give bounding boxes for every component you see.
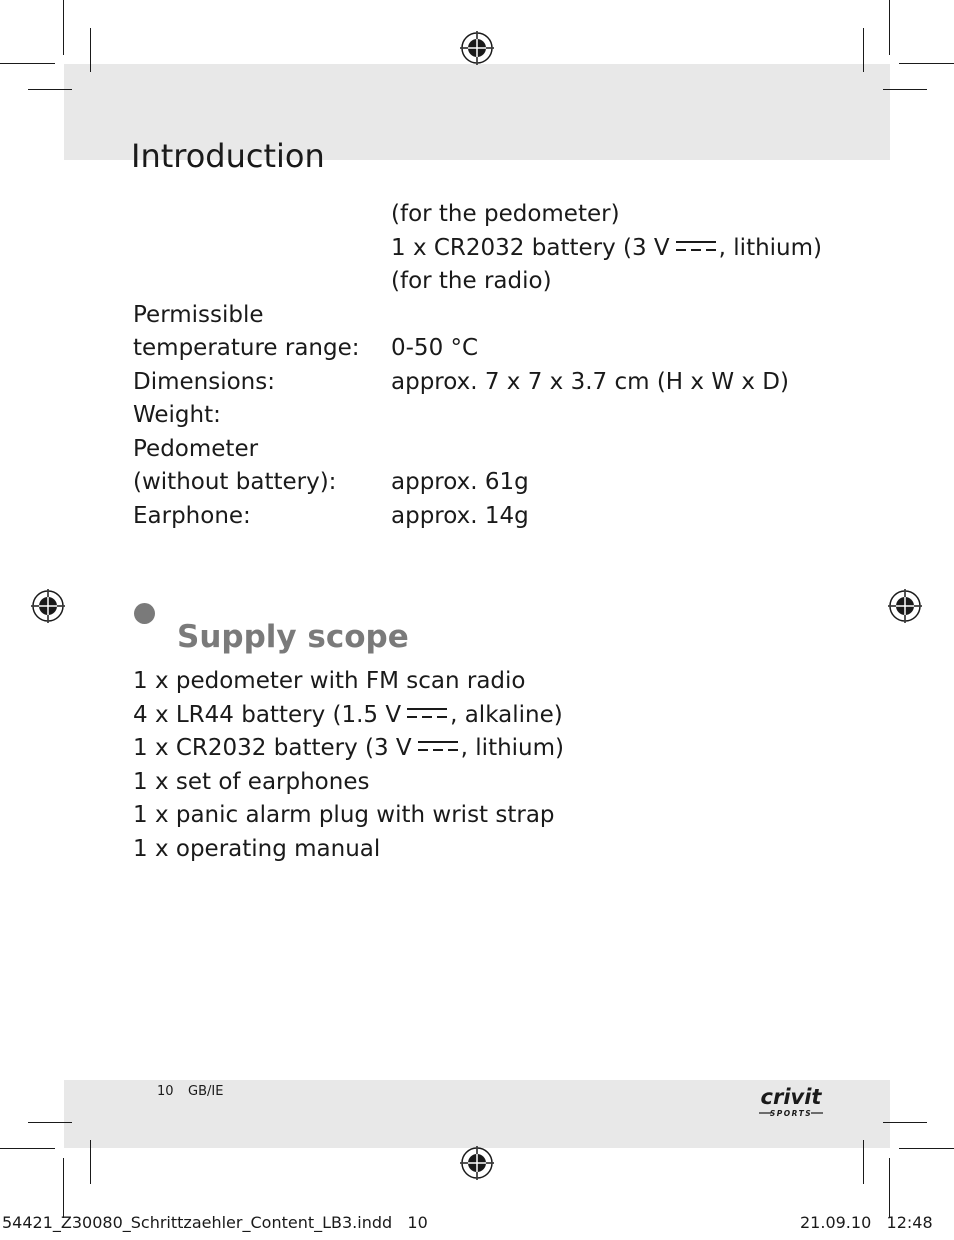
crop-mark [0, 1148, 55, 1149]
dc-current-icon [407, 708, 447, 720]
dc-current-icon [676, 241, 716, 253]
section-heading: Supply scope [177, 618, 409, 655]
page-title: Introduction [131, 137, 325, 176]
crivit-logo-icon [756, 1082, 826, 1120]
spec-label: Pedometer [133, 435, 259, 462]
crop-mark [28, 1122, 72, 1123]
brand-subtitle: SPORTS [769, 1109, 813, 1118]
registration-mark-icon [460, 1146, 494, 1180]
crop-mark [90, 1140, 91, 1184]
spec-value-suffix: , lithium) [718, 234, 823, 261]
crop-mark [863, 28, 864, 72]
list-item: 1 x set of earphones [133, 768, 370, 795]
region-code: GB/IE [188, 1084, 224, 1099]
slug-filename: 54421_Z30080_Schrittzaehler_Content_LB3.indd 10 [2, 1213, 428, 1232]
brand-name: crivit [760, 1085, 822, 1109]
registration-mark-icon [460, 31, 494, 65]
list-item-prefix: 1 x CR2032 battery (3 V [133, 735, 412, 761]
crop-mark [63, 1158, 64, 1218]
crop-mark [883, 89, 927, 90]
spec-label: (without battery): [133, 469, 337, 495]
spec-value: approx. 7 x 7 x 3.7 cm (H x W x D) [391, 368, 789, 395]
crop-mark [883, 1122, 927, 1123]
spec-value: approx. 14g [391, 502, 529, 529]
list-item [133, 699, 564, 733]
list-item: 1 x panic alarm plug with wrist strap [133, 802, 555, 828]
dc-current-icon [418, 741, 458, 753]
section-bullet-icon [134, 603, 155, 624]
list-item-prefix: 4 x LR44 battery (1.5 V [133, 701, 402, 728]
crop-mark [899, 63, 954, 64]
crop-mark [0, 63, 55, 64]
spec-label: Weight: [133, 402, 221, 428]
crop-mark [889, 1158, 890, 1218]
list-item [133, 732, 564, 766]
spec-value: approx. 61g [391, 469, 529, 495]
list-item-suffix: , alkaline) [450, 701, 563, 728]
spec-label: Earphone: [133, 502, 251, 529]
crop-mark [28, 89, 72, 90]
spec-value: (for the radio) [391, 268, 552, 294]
spec-value: 0-50 °C [391, 335, 479, 361]
spec-value-prefix: 1 x CR2032 battery (3 V [391, 234, 670, 261]
list-item: 1 x operating manual [133, 835, 381, 862]
crop-mark [63, 0, 64, 55]
spec-label: Permissible [133, 301, 264, 328]
supply-list [133, 665, 564, 866]
crop-mark [90, 28, 91, 72]
registration-mark-icon [31, 589, 65, 623]
registration-mark-icon [888, 589, 922, 623]
spec-value: (for the pedometer) [391, 201, 620, 227]
spec-label: Dimensions: [133, 368, 275, 395]
slug-datetime: 21.09.10 12:48 [800, 1213, 933, 1232]
crop-mark [899, 1148, 954, 1149]
list-item-suffix: , lithium) [460, 735, 565, 761]
crop-mark [889, 0, 890, 55]
spec-label: temperature range: [133, 335, 360, 361]
crop-mark [863, 1140, 864, 1184]
list-item: 1 x pedometer with FM scan radio [133, 668, 526, 694]
page-number: 10 [157, 1084, 174, 1099]
spec-value [391, 232, 822, 266]
